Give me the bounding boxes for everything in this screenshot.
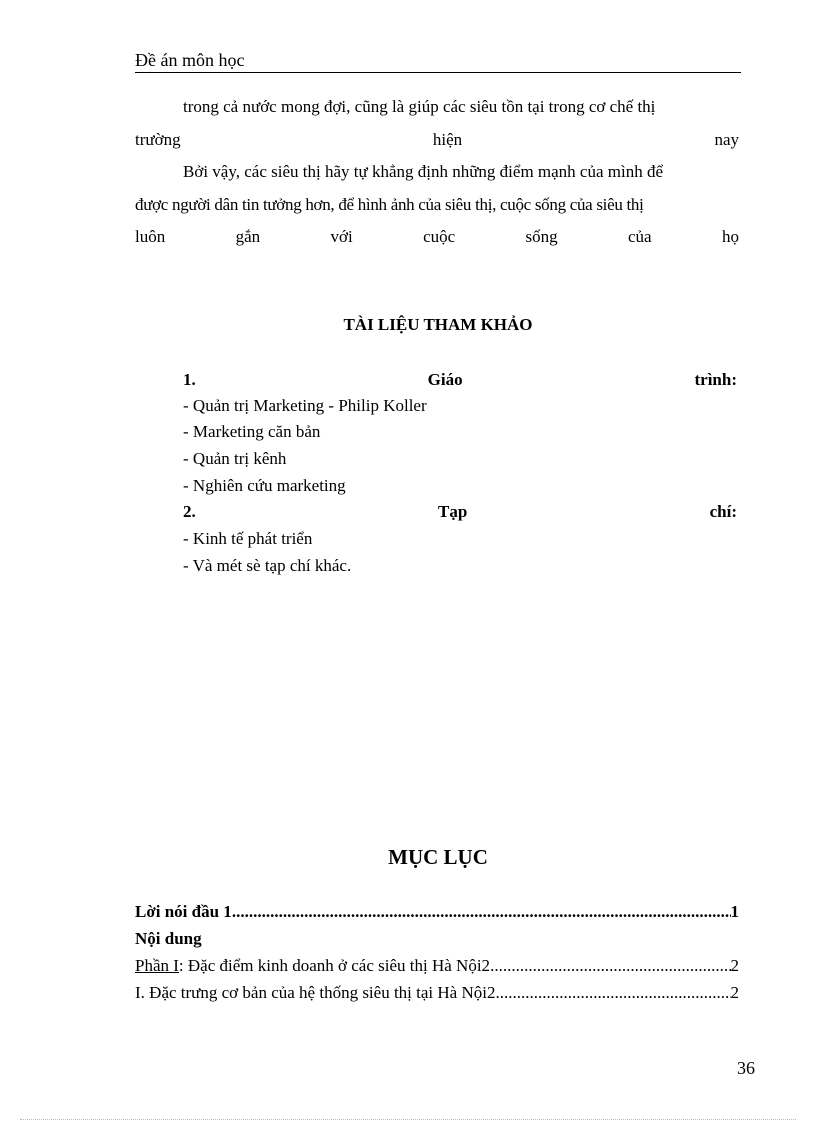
word: chí:	[709, 502, 737, 521]
word: với	[330, 227, 353, 246]
word: Tạp	[438, 502, 468, 521]
toc-entry-label: Lời nói đầu 1	[135, 902, 232, 921]
intro-line-5	[135, 226, 739, 248]
reference-item: - Quản trị kênh	[183, 449, 287, 468]
toc-leader-dots	[490, 955, 730, 977]
toc-entry-label: I. Đặc trưng cơ bản của hệ thống siêu thị tại Hà Nội2	[135, 983, 496, 1002]
page-header: Đề án môn học	[135, 48, 741, 73]
reference-item: - Nghiên cứu marketing	[183, 476, 346, 495]
toc-leader-dots	[232, 901, 731, 923]
toc-heading-label: Nội dung	[135, 929, 202, 948]
word: hiện	[432, 130, 463, 149]
references-title: TÀI LIỆU THAM KHẢO	[343, 315, 533, 334]
page-number: 36	[737, 1058, 755, 1078]
toc-entry-page: 2	[730, 983, 739, 1002]
word: của	[628, 227, 652, 246]
word: cuộc	[423, 227, 456, 246]
word: 2.	[183, 502, 196, 521]
toc-entry-label: : Đặc điểm kinh doanh ở các siêu thị Hà Nội2	[178, 956, 491, 975]
word: họ	[721, 227, 739, 246]
intro-line-1: trong cả nước mong đợi, cũng là giúp các siêu tồn tại trong cơ chế thị	[183, 97, 656, 116]
reference-item: - Quản trị Marketing - Philip Koller	[183, 396, 427, 415]
toc-entry[interactable]	[135, 955, 739, 977]
word: nay	[714, 130, 739, 149]
intro-line-3: Bởi vậy, các siêu thị hãy tự khẳng định những điểm mạnh của mình để	[183, 162, 664, 181]
references-section-1-heading	[183, 369, 737, 391]
toc-content-heading	[135, 928, 739, 950]
toc-entry-prefix: Phần I	[135, 956, 179, 975]
toc-entry[interactable]	[135, 901, 739, 923]
reference-item: - Kinh tế phát triển	[183, 529, 313, 548]
word: sống	[525, 227, 558, 246]
word: Giáo	[427, 370, 463, 389]
toc-leader-dots	[495, 982, 730, 1004]
word: trình:	[694, 370, 737, 389]
word: luôn	[135, 227, 166, 246]
word: gắn	[235, 227, 261, 246]
intro-line-4: được người dân tin tưởng hơn, để hình ảnh của siêu thị, cuộc sống của siêu thị	[135, 195, 644, 214]
toc-title: MỤC LỤC	[388, 845, 488, 869]
word: 1.	[183, 370, 196, 389]
intro-line-2	[135, 129, 739, 151]
references-section-2-heading	[183, 501, 737, 523]
word: trường	[135, 130, 181, 149]
toc-entry-page: 2	[730, 956, 739, 975]
page-bottom-divider	[20, 1119, 796, 1120]
reference-item: - Và mét sè tạp chí khác.	[183, 556, 352, 575]
toc-entry-page: 1	[730, 902, 739, 921]
reference-item: - Marketing căn bản	[183, 422, 321, 441]
toc-entry[interactable]	[135, 982, 739, 1004]
